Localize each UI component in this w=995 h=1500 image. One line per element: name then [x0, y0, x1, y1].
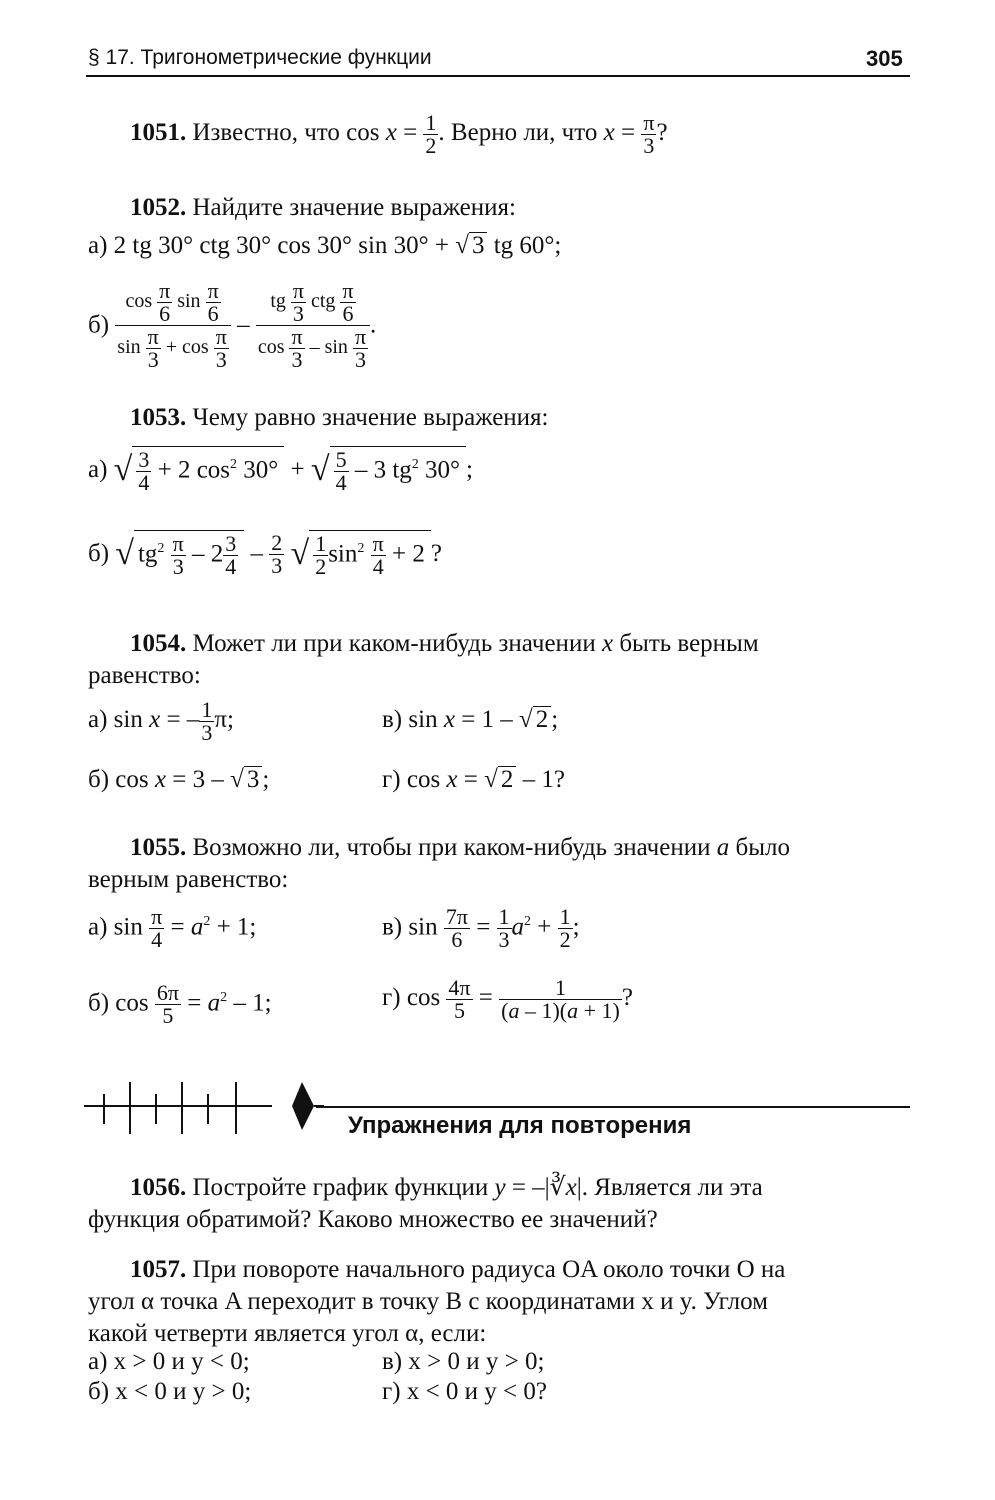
page-number: 305: [866, 46, 903, 71]
problem-1052-a: а) 2 tg 30° ctg 30° cos 30° sin 30° + √ 3 tg 60°;: [88, 232, 562, 259]
problem-1052-b: б) cos $\frac{\pi}{6}$ sin $\frac{\pi}{6}$ sin $\frac{\pi}{3}$ + cos $\frac{\pi}{3}$ – tg $\frac{\pi}{3}$ ctg $\frac{\pi}{6}$ cos $\frac{\pi}{3}$ – sin $\frac{\pi}{3}$ .: [88, 278, 377, 372]
problem-1053-a: а) √ $\frac{3}{4}$ + 2 $\cos^2 30^\circ$ + √ $\frac{5}{4}$ – 3 $tg^2$ 30° ;: [88, 447, 473, 496]
compound-fraction-2: tg $\frac{\pi}{3}$ ctg $\frac{\pi}{6}$ cos $\frac{\pi}{3}$ – sin $\frac{\pi}{3}$: [256, 280, 370, 371]
problem-1053-title: 1053. Чему равно значение выражения:: [130, 404, 549, 431]
problem-1054-c: в) sin x = 1 – √ 2 ;: [382, 706, 559, 733]
section-ornament: [84, 1074, 324, 1140]
problem-1054-b: б) cos x = 3 – √ 3 ;: [88, 766, 270, 793]
section-title: Упражнения для повторения: [348, 1112, 692, 1139]
problem-1054-d: г) cos x = √ 2 – 1?: [382, 766, 565, 793]
problem-1056: 1056. Постройте график функции y = –|∛x|. Является ли эта функция обратимой? Каково множество ее значений?: [88, 1174, 763, 1233]
problem-1057-c: в) x > 0 и y > 0;: [382, 1348, 545, 1375]
problem-1055-a: а) sin $\frac{\pi}{4}$ = $a^2 + 1$;: [88, 904, 257, 953]
problem-1055-d: г) cos $\frac{4\pi}{5}$ = $\frac{1}{(a - 1)(a + 1)}$ ?: [382, 974, 633, 1023]
problem-1052-title: 1052. Найдите значение выражения:: [130, 194, 516, 221]
problem-1057-a: а) x > 0 и y < 0;: [88, 1348, 250, 1375]
problem-1057-d: г) x < 0 и y < 0?: [382, 1378, 548, 1405]
running-header: § 17. Тригонометрические функции: [88, 46, 432, 69]
problem-1055-b: б) cos $\frac{6\pi}{5}$ = $a^2 - 1$;: [88, 980, 272, 1029]
problem-1057-b: б) x < 0 и y > 0;: [88, 1378, 252, 1405]
problem-1054-a: а) sin x = – $\frac{1}{3}$ π;: [88, 696, 234, 745]
header-rule: [86, 75, 910, 77]
problem-1053-b: б) √ $tg^2$ $\frac{\pi}{3}$ – 2 $\frac{3}{4}$ – $\frac{2}{3}$ √ $\frac{1}{2}$ $\sin^2$ $\frac{\pi}{4}$ + 2 ?: [88, 529, 442, 580]
problem-1055-c: в) sin $\frac{7\pi}{6}$ = $\frac{1}{3}$ $a^2$ + $\frac{1}{2}$ ;: [382, 904, 580, 953]
problem-1057: 1057. При повороте начального радиуса OA около точки O на угол α точка A переходит в точку B с координатами x и y. Углом какой четверти является угол α, если:: [88, 1256, 786, 1347]
problem-1054-title: 1054. Может ли при каком-нибудь значении x быть верным равенство:: [88, 630, 759, 689]
fraction-pi-3: $\frac{\pi}{3}$: [643, 110, 655, 158]
problem-1051: 1051. Известно, что cos x = $\frac{1}{2}$ . Верно ли, что x = $\frac{\pi}{3}$ ?: [130, 110, 668, 158]
compound-fraction-1: cos $\frac{\pi}{6}$ sin $\frac{\pi}{6}$ sin $\frac{\pi}{3}$ + cos $\frac{\pi}{3}$: [115, 280, 231, 371]
section-rule: [316, 1106, 910, 1108]
problem-1055-title: 1055. Возможно ли, чтобы при каком-нибудь значении a было верным равенство:: [88, 834, 790, 893]
fraction-1-2: $\frac{1}{2}$: [425, 110, 437, 158]
